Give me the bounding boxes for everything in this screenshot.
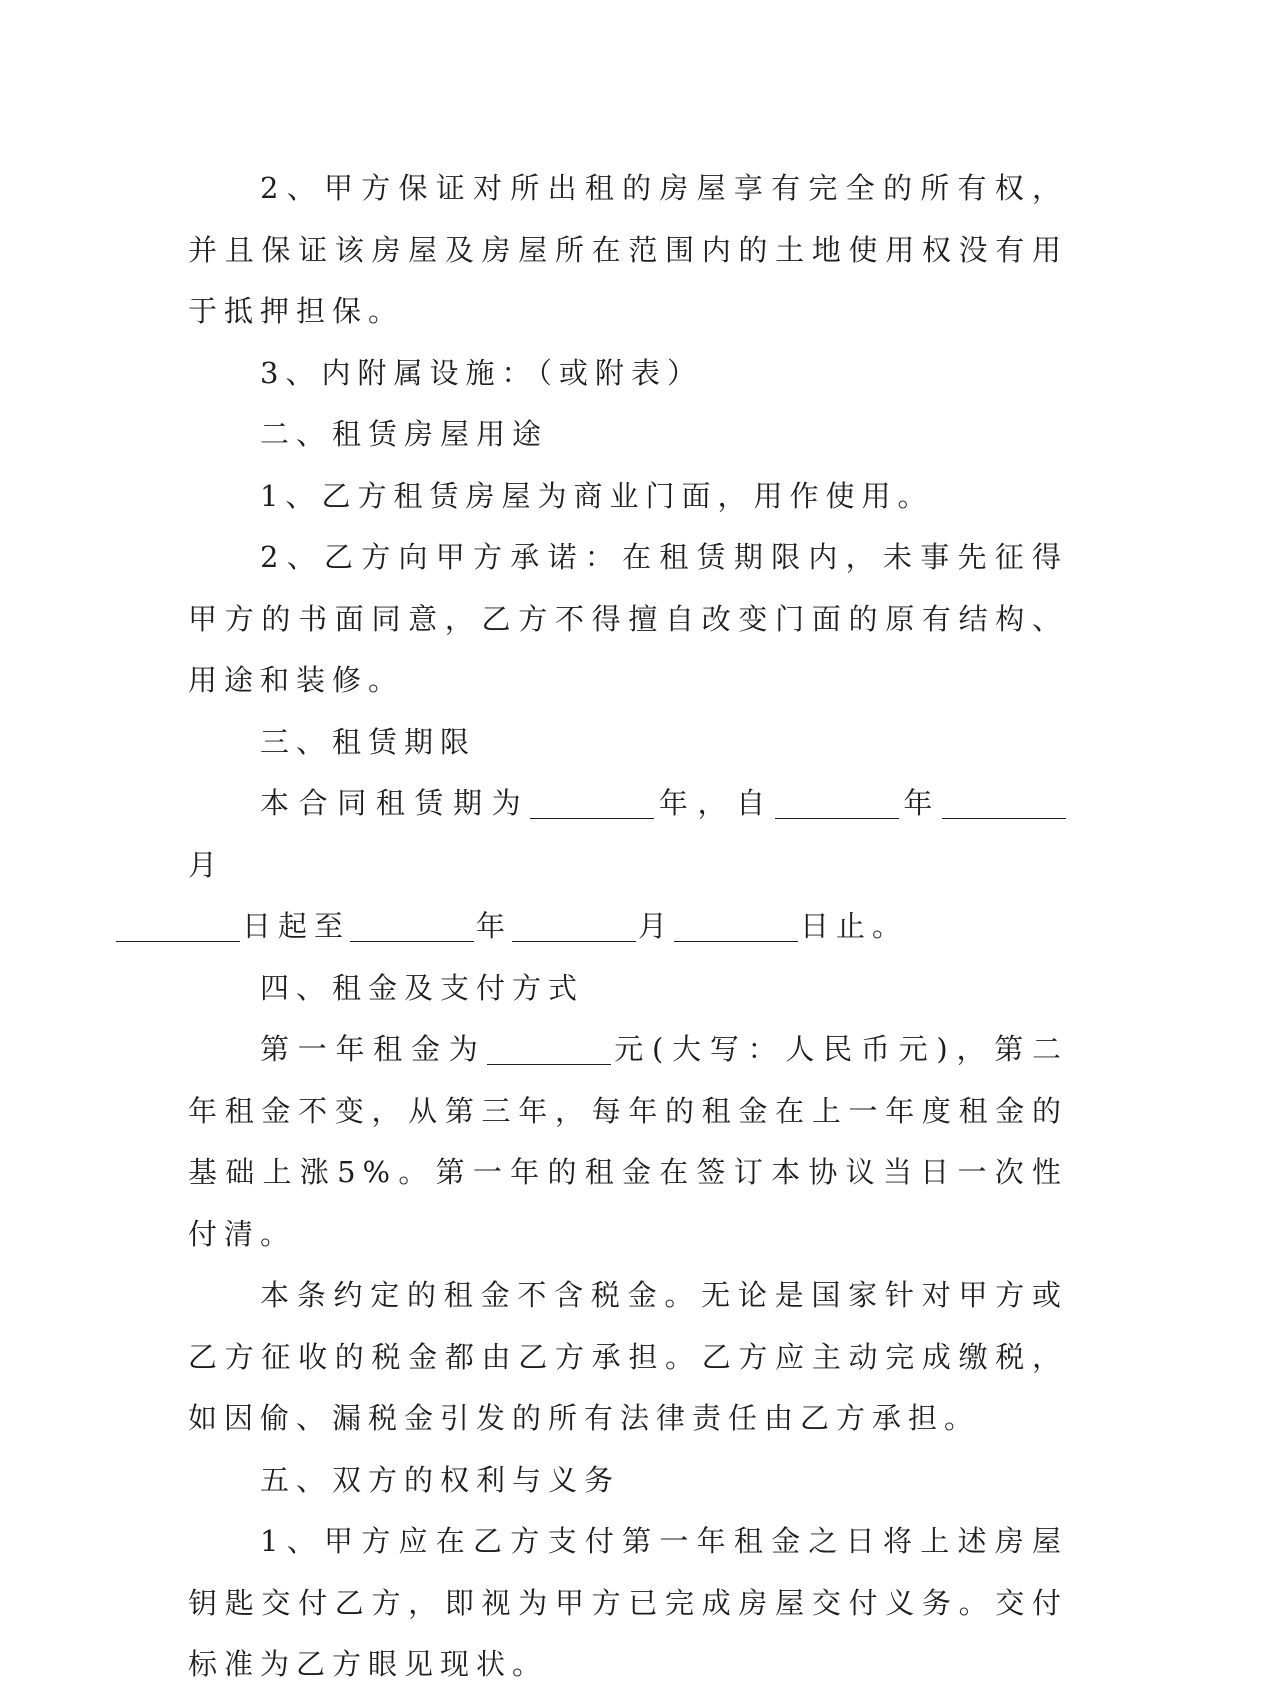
blank-term-years [530,786,654,819]
term-text-5: 日起至 [242,909,351,943]
term-text-2: 年，自 [656,786,775,820]
term-text-4: 月 [188,847,225,882]
blank-first-year-rent [487,1032,611,1065]
lease-term-clause [188,773,1068,958]
blank-start-day [116,909,240,942]
term-text-6: 年 [476,909,513,943]
clause-b2: 2、乙方向甲方承诺：在租赁期限内，未事先征得甲方的书面同意，乙方不得擅自改变门面的原有结构、用途和装修。 [188,540,1068,697]
section-2-title: 二、租赁房屋用途 [260,417,549,451]
blank-start-year [775,786,899,819]
term-text-3: 年 [900,786,942,820]
clause-a3: 3、内附属设施：（或附表） [260,355,703,390]
blank-end-month [512,909,636,942]
blank-end-year [350,909,474,942]
rent-text-1: 第一年租金为 [260,1032,487,1066]
term-text-1: 本合同租赁期为 [260,786,531,820]
blank-end-day [674,909,798,942]
document-page [188,158,1068,1696]
rent-clause [188,1019,1068,1265]
clause-b1: 1、乙方租赁房屋为商业门面，用作使用。 [260,478,934,513]
term-text-8: 日止。 [800,909,909,943]
rent-text-2: 元(大写：人民币元)，第二年租金不变，从第三年，每年的租金在上一年度租金的基础上涨5%。第一年的租金在签订本协议当日一次性付清。 [188,1032,1068,1251]
blank-start-month [942,786,1066,819]
tax-clause: 本条约定的租金不含税金。无论是国家针对甲方或乙方征收的税金都由乙方承担。乙方应主动完成缴税，如因偷、漏税金引发的所有法律责任由乙方承担。 [188,1278,1068,1435]
section-3-title: 三、租赁期限 [260,724,477,759]
section-4-title: 四、租金及支付方式 [260,970,585,1005]
section-5-title: 五、双方的权利与义务 [260,1462,621,1497]
clause-a2: 2、甲方保证对所出租的房屋享有完全的所有权，并且保证该房屋及房屋所在范围内的土地使用权没有用于抵押担保。 [188,171,1068,328]
term-text-7: 月 [638,909,675,943]
clause-c1: 1、甲方应在乙方支付第一年租金之日将上述房屋钥匙交付乙方，即视为甲方已完成房屋交付义务。交付标准为乙方眼见现状。 [188,1524,1068,1681]
